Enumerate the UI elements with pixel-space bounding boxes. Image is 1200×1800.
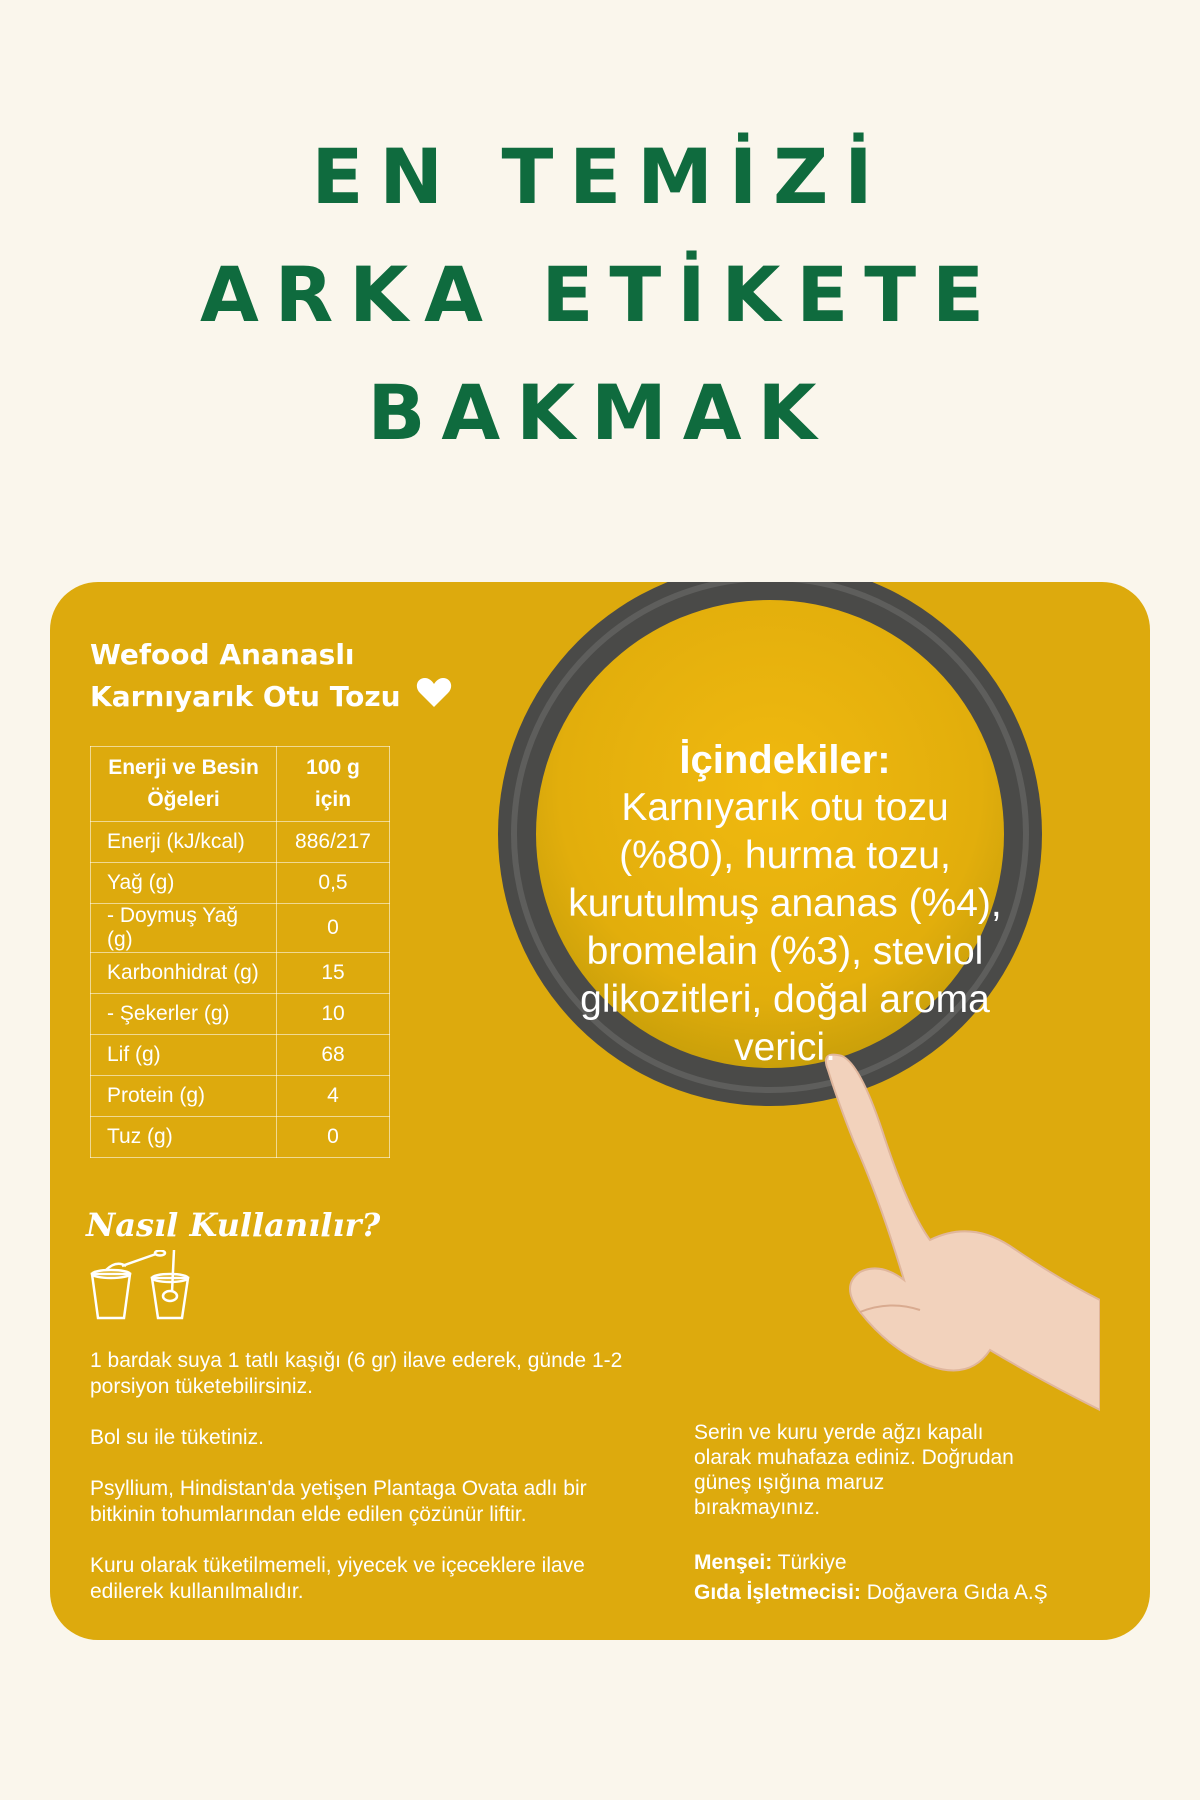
ingredients-title: İçindekiler: <box>679 738 891 782</box>
nutrient-label: Tuz (g) <box>91 1117 277 1158</box>
heart-icon <box>416 676 452 720</box>
nutrient-value: 68 <box>277 1035 390 1076</box>
nutrient-value: 0 <box>277 1117 390 1158</box>
howto-paragraph: Psyllium, Hindistan'da yetişen Plantaga Ovata adlı bir bitkinin tohumlarından elde edilen çözünür liftir. <box>90 1477 587 1526</box>
table-row <box>91 994 390 1035</box>
table-row <box>91 863 390 904</box>
table-row <box>91 1035 390 1076</box>
product-name <box>90 634 452 720</box>
howto-text <box>90 1348 650 1630</box>
operator-value: Doğavera Gıda A.Ş <box>866 1581 1048 1604</box>
nutrient-value: 15 <box>277 953 390 994</box>
product-name-line-1: Wefood Ananaslı <box>90 638 355 671</box>
nutrient-label: Lif (g) <box>91 1035 277 1076</box>
headline-line-2: ARKA ETİKETE <box>199 250 1001 339</box>
page-headline <box>0 118 1200 472</box>
storage-text: Serin ve kuru yerde ağzı kapalı olarak muhafaza ediniz. Doğrudan güneş ışığına maruz bırakmayınız. <box>694 1421 1014 1519</box>
nutrient-label: - Doymuş Yağ (g) <box>91 904 277 953</box>
nutrient-value: 10 <box>277 994 390 1035</box>
usage-icons <box>86 1250 206 1327</box>
ingredients-text: Karnıyarık otu tozu (%80), hurma tozu, kurutulmuş ananas (%4), bromelain (%3), steviol glikozitleri, doğal aroma verici. <box>568 786 1002 1069</box>
table-row <box>91 953 390 994</box>
nutrient-value: 4 <box>277 1076 390 1117</box>
table-row <box>91 822 390 863</box>
operator-label: Gıda İşletmecisi: <box>694 1581 861 1604</box>
nutrient-label: Karbonhidrat (g) <box>91 953 277 994</box>
nutrient-label: Enerji (kJ/kcal) <box>91 822 277 863</box>
howto-title: Nasıl Kullanılır? <box>86 1206 381 1244</box>
nutrient-value: 886/217 <box>277 822 390 863</box>
table-row <box>91 1117 390 1158</box>
nutrition-header-row <box>91 747 390 822</box>
howto-paragraph: Bol su ile tüketiniz. <box>90 1426 264 1449</box>
howto-paragraph: Kuru olarak tüketilmemeli, yiyecek ve içeceklere ilave edilerek kullanılmalıdır. <box>90 1554 585 1603</box>
nutrient-value: 0,5 <box>277 863 390 904</box>
headline-line-1: EN TEMİZİ <box>311 132 889 221</box>
product-name-line-2: Karnıyarık Otu Tozu <box>90 680 401 713</box>
headline-line-3: BAKMAK <box>367 368 833 457</box>
nutrient-label: - Şekerler (g) <box>91 994 277 1035</box>
origin-label: Menşei: <box>694 1551 773 1574</box>
nutrition-header-label: Enerji ve Besin Öğeleri <box>91 747 277 822</box>
origin-value: Türkiye <box>777 1551 847 1574</box>
nutrient-label: Protein (g) <box>91 1076 277 1117</box>
nutrient-value: 0 <box>277 904 390 953</box>
nutrient-label: Yağ (g) <box>91 863 277 904</box>
howto-paragraph: 1 bardak suya 1 tatlı kaşığı (6 gr) ilave ederek, günde 1-2 porsiyon tüketebilirsiniz. <box>90 1349 623 1398</box>
table-row <box>91 904 390 953</box>
nutrition-header-value: 100 g için <box>277 747 390 822</box>
table-row <box>91 1076 390 1117</box>
stirring-cup-icon <box>152 1250 188 1318</box>
nutrition-table <box>90 746 390 1158</box>
origin-info <box>694 1548 1048 1608</box>
